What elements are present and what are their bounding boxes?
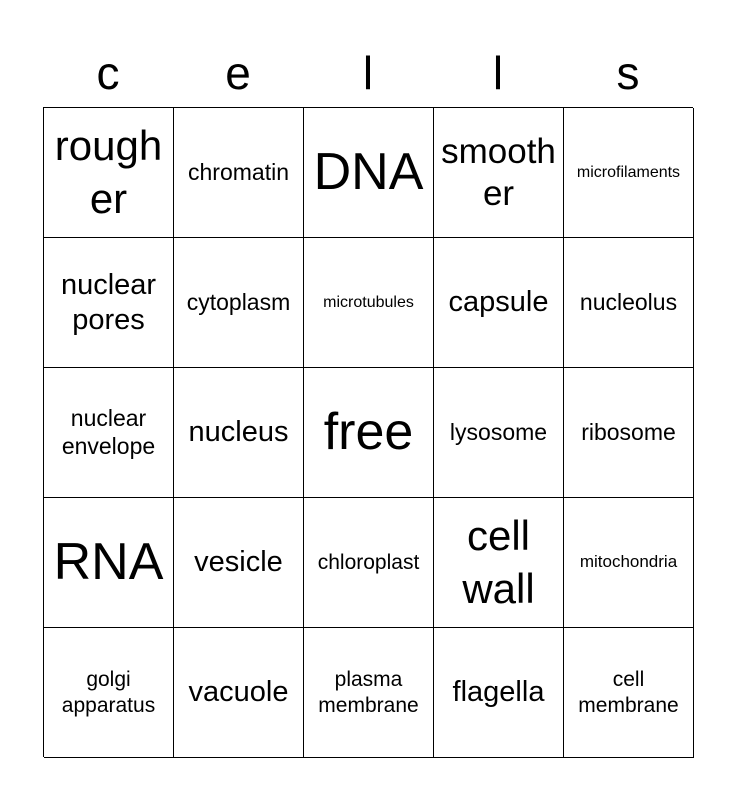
bingo-cell[interactable] (434, 108, 564, 238)
bingo-board (43, 107, 693, 757)
bingo-cell[interactable] (304, 108, 434, 238)
bingo-cell[interactable] (304, 628, 434, 758)
cell-text: rougher (54, 122, 163, 222)
cell-text: flagella (452, 676, 545, 709)
cell-text: free (323, 402, 414, 461)
cell-text: chloroplast (317, 550, 420, 574)
bingo-cell[interactable] (44, 238, 174, 368)
bingo-cell[interactable] (434, 628, 564, 758)
cell-text: vesicle (194, 546, 283, 579)
cell-text: golgi apparatus (61, 668, 156, 717)
bingo-cell[interactable] (434, 368, 564, 498)
cell-text: plasma membrane (318, 668, 419, 717)
bingo-cell[interactable] (174, 368, 304, 498)
bingo-cell[interactable] (44, 368, 174, 498)
bingo-cell[interactable] (564, 238, 694, 368)
header-letter-c: c (96, 47, 120, 99)
cell-text: ribosome (581, 418, 676, 445)
bingo-cell[interactable] (434, 238, 564, 368)
bingo-cell[interactable] (564, 498, 694, 628)
bingo-cell[interactable] (434, 498, 564, 628)
cell-text: cell membrane (578, 668, 679, 717)
cell-text: chromatin (188, 158, 289, 185)
cell-text: nucleus (188, 416, 289, 449)
bingo-cell[interactable] (174, 498, 304, 628)
bingo-cell[interactable] (174, 108, 304, 238)
header-letter-l2: l (492, 47, 504, 99)
bingo-cell[interactable] (44, 498, 174, 628)
cell-text: RNA (53, 532, 164, 591)
cell-text: microtubules (323, 293, 414, 311)
bingo-cell[interactable] (564, 108, 694, 238)
header-letter-s: s (616, 47, 640, 99)
header-letter-e: e (225, 47, 251, 99)
bingo-cell[interactable] (564, 628, 694, 758)
cell-text: DNA (313, 142, 424, 201)
cell-text: lysosome (449, 418, 548, 445)
cell-text: capsule (448, 286, 549, 319)
bingo-cell[interactable] (304, 498, 434, 628)
bingo-cell[interactable] (44, 108, 174, 238)
cell-text: cytoplasm (186, 288, 291, 315)
cell-text: nuclear envelope (61, 404, 156, 459)
cell-text: microfilaments (576, 163, 681, 181)
cell-text: nuclear pores (60, 268, 157, 336)
bingo-cell[interactable] (564, 368, 694, 498)
bingo-cell-free[interactable] (304, 368, 434, 498)
bingo-cell[interactable] (174, 238, 304, 368)
bingo-cell[interactable] (174, 628, 304, 758)
bingo-cell[interactable] (44, 628, 174, 758)
cell-text: vacuole (188, 676, 289, 709)
header-letter-l1: l (362, 47, 374, 99)
cell-text: smoother (441, 131, 556, 213)
cell-text: nucleolus (579, 288, 678, 315)
bingo-header (43, 40, 693, 106)
cell-text: cell wall (462, 512, 535, 612)
bingo-cell[interactable] (304, 238, 434, 368)
cell-text: mitochondria (579, 552, 678, 572)
